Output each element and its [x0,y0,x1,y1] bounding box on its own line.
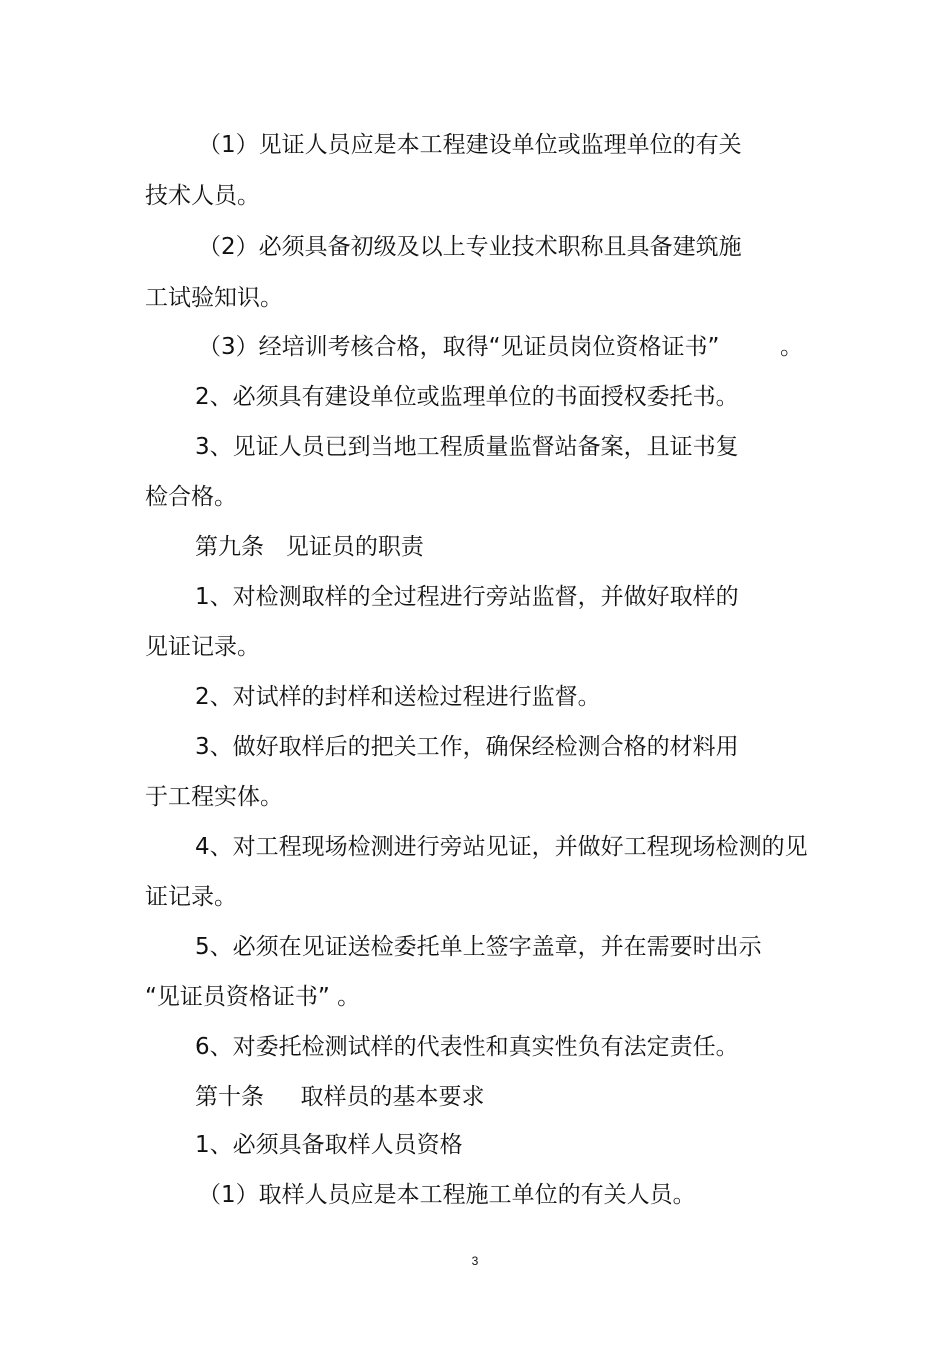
page-number: 3 [471,1254,479,1268]
paragraph-line: （3）经培训考核合格，取得“见证员岗位资格证书” [198,334,720,360]
paragraph-line: 1、对检测取样的全过程进行旁站监督，并做好取样的 [195,584,739,610]
article-heading: 第九条 见证员的职责 [195,534,424,560]
paragraph-line: 1、必须具备取样人员资格 [195,1132,463,1158]
paragraph-line: 工试验知识。 [145,285,283,311]
article-heading: 第十条 取样员的基本要求 [195,1084,485,1110]
paragraph-line: 2、必须具有建设单位或监理单位的书面授权委托书。 [195,384,739,410]
paragraph-line: （1）见证人员应是本工程建设单位或监理单位的有关 [198,132,742,158]
paragraph-line: 3、做好取样后的把关工作，确保经检测合格的材料用 [195,734,739,760]
paragraph-line: 于工程实体。 [145,784,283,810]
paragraph-line: 检合格。 [145,484,237,510]
paragraph-line: “见证员资格证书” 。 [145,984,361,1010]
paragraph-line: 4、对工程现场检测进行旁站见证，并做好工程现场检测的见 [195,834,808,860]
paragraph-line: （2）必须具备初级及以上专业技术职称且具备建筑施 [198,234,742,260]
paragraph-line: 5、必须在见证送检委托单上签字盖章，并在需要时出示 [195,934,762,960]
paragraph-line: （1）取样人员应是本工程施工单位的有关人员。 [198,1182,696,1208]
paragraph-line: 2、对试样的封样和送检过程进行监督。 [195,684,601,710]
paragraph-line: 6、对委托检测试样的代表性和真实性负有法定责任。 [195,1034,739,1060]
paragraph-line: 见证记录。 [145,634,260,660]
paragraph-line: 技术人员。 [145,183,260,209]
paragraph-line: 证记录。 [145,884,237,910]
paragraph-line: 。 [780,334,803,360]
paragraph-line: 3、见证人员已到当地工程质量监督站备案，且证书复 [195,434,739,460]
